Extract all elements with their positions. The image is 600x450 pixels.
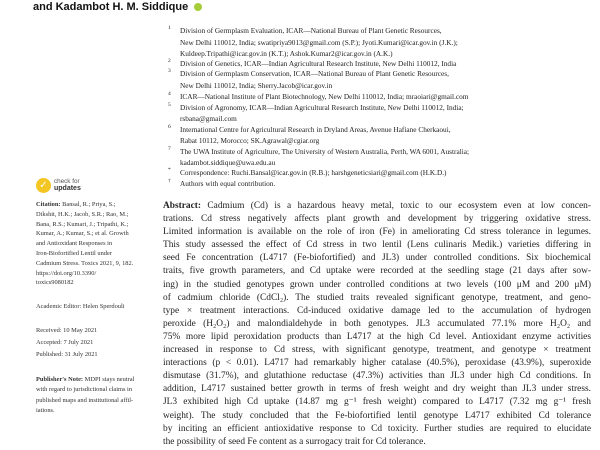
affiliation-text: ICAR—National Institute of Plant Biotechnology, New Delhi 110012, India; mraoiari@gmail.com bbox=[180, 92, 469, 101]
abstract-line: dismutase (31.7%), and glutathione reductase (47.3%) activities than JL3 under high Cd conditions. In bbox=[163, 371, 591, 382]
citation-text: Dikshit, H.K.; Jacob, S.R.; Rao, M.; bbox=[36, 210, 129, 218]
abstract-line: Limited information is available on the role of iron (Fe) in ameliorating Cd stress tolerance in legumes. bbox=[163, 227, 591, 238]
affiliation-text: Kuldeep.Tripathi@icar.gov.in (K.T.); Ashok.Kumar2@icar.gov.in (A.K.) bbox=[180, 49, 393, 58]
affiliation-text: Correspondence: Ruchi.Bansal@icar.gov.in (R.B.); harshgeneticsiari@gmail.com (H.K.D.) bbox=[180, 168, 447, 177]
affiliation-text: Division of Germplasm Evaluation, ICAR—National Bureau of Plant Genetic Resources, bbox=[180, 26, 442, 35]
publisher-note bbox=[36, 375, 154, 417]
affiliation-text: Authors with equal contribution. bbox=[180, 179, 276, 188]
abstract-line: trations. Cd stress negatively affects plant growth and development by triggering oxidative stress. bbox=[163, 214, 591, 225]
abstract-line: seed Fe concentration (L4717 (Fe-biofortified) and JL3) under controlled conditions. Six biochemical bbox=[163, 253, 591, 264]
affiliation-text: Division of Germplasm Conservation, ICAR—National Bureau of Plant Genetic Resources, bbox=[180, 69, 449, 78]
affiliation-number: * bbox=[168, 167, 171, 173]
abstract-line: ing) in the studied genotypes grown under controlled conditions at two levels (100 μM and 200 μM) bbox=[163, 279, 591, 290]
affiliation-text: kadambot.siddique@uwa.edu.au bbox=[180, 158, 276, 167]
abstract-line: addition, L4717 sustained better growth in terms of fresh weight and dry weight than JL3 under stress. bbox=[163, 384, 591, 395]
abstract-line: by inciting an efficient antioxidative response to Cd toxicity. Further studies are required to elucidate bbox=[163, 423, 591, 434]
note-text: with regard to jurisdictional claims in bbox=[36, 386, 133, 394]
note-line bbox=[36, 396, 154, 407]
affiliation-number: 7 bbox=[168, 146, 171, 152]
citation-text: Bana, R.S.; Kumari, J.; Tripathi, K.; bbox=[36, 220, 129, 228]
affiliation-text: rsbana@gmail.com bbox=[180, 114, 237, 123]
citation-line bbox=[36, 239, 154, 249]
affiliation-number: 2 bbox=[168, 58, 171, 64]
citation-text: https://doi.org/10.3390/ bbox=[36, 269, 97, 277]
check-bottom: updates bbox=[54, 184, 81, 192]
sidebar bbox=[36, 178, 154, 417]
citation-line[interactable] bbox=[36, 269, 154, 279]
affiliation-text: International Centre for Agricultural Research in Dryland Areas, Avenue Hafiane Cherkaoui, bbox=[180, 125, 451, 134]
accepted-date: Accepted: 7 July 2021 bbox=[36, 338, 94, 346]
note-label: Publisher's Note: bbox=[36, 375, 84, 383]
author-list bbox=[33, 1, 202, 14]
citation-line[interactable] bbox=[36, 278, 154, 288]
checkmark-icon: ✓ bbox=[36, 178, 51, 193]
abstract-line: peroxide (H₂O₂) and malondialdehyde in both genotypes. JL3 accumulated 77.1% more H₂O₂ and bbox=[163, 318, 591, 329]
citation-label: Citation: bbox=[36, 201, 61, 208]
abstract-line: type × treatment interactions. Cd-induced oxidative damage led to the accumulation of hydrogen bbox=[163, 305, 591, 316]
abstract-line: weight). The study concluded that the Fe-biofortified lentil genotype L4717 exhibited Cd tolerance bbox=[163, 410, 591, 421]
affiliation-number: 3 bbox=[168, 68, 171, 74]
abstract-line: interactions (p < 0.01). L4717 had remarkably higher catalase (40.5%), peroxidase (43.9%), superoxide bbox=[163, 358, 591, 369]
citation bbox=[36, 200, 154, 288]
authors-text: and Kadambot H. M. Siddique bbox=[33, 1, 189, 13]
abstract-line: Cadmium (Cd) is a hazardous heavy metal, toxic to our ecosystem even at low concen- bbox=[201, 201, 591, 211]
note-text: MDPI stays neutral bbox=[83, 375, 135, 383]
check-for-updates-badge[interactable] bbox=[36, 178, 154, 193]
citation-line bbox=[36, 249, 154, 259]
abstract-line: JL3 exhibited high Cd uptake (14.87 mg g⁻¹ fresh weight) compared to L4717 (7.32 mg g⁻¹ fresh bbox=[163, 397, 591, 408]
affiliation-text: New Delhi 110012, India; swatipriya9013@gmail.com (S.P.); Jyoti.Kumari@icar.gov.in (J.K.); bbox=[180, 38, 458, 47]
note-line bbox=[36, 375, 154, 386]
affiliation-number: 6 bbox=[168, 124, 171, 130]
affiliation-text: Division of Genetics, ICAR—Indian Agricultural Research Institute, New Delhi 110012, India bbox=[180, 59, 457, 68]
abstract-line: 75% more lipid peroxidation products than L4717 at the high Cd level. Antioxidant enzyme activities bbox=[163, 331, 591, 342]
citation-text: toxics9080182 bbox=[36, 279, 74, 287]
affiliation-text: Division of Agronomy, ICAR—Indian Agricultural Research Institute, New Delhi 110012, India; bbox=[180, 103, 464, 112]
abstract-label: Abstract: bbox=[163, 201, 202, 211]
received-date: Received: 10 May 2021 bbox=[36, 326, 98, 334]
citation-text: Bansal, R.; Priya, S.; bbox=[60, 201, 116, 208]
published-date: Published: 31 July 2021 bbox=[36, 350, 98, 358]
affiliation-number: 5 bbox=[168, 102, 171, 108]
citation-line bbox=[36, 229, 154, 239]
affiliation-number: † bbox=[168, 178, 171, 184]
affiliation-text: New Delhi 110012, India; Sherry.Jacob@icar.gov.in bbox=[180, 81, 333, 90]
check-top: check for bbox=[54, 178, 80, 185]
affiliation-text: The UWA Institute of Agriculture, The University of Western Australia, Perth, WA 6001, Australia; bbox=[180, 147, 470, 156]
citation-line bbox=[36, 220, 154, 230]
note-line bbox=[36, 385, 154, 396]
citation-text: and Antioxidant Responses in bbox=[36, 240, 113, 248]
abstract-line: traits, five growth parameters, and Cd uptake were recorded at the seedling stage (21 days after sow- bbox=[163, 266, 591, 277]
orcid-icon[interactable] bbox=[194, 3, 202, 11]
abstract-line: of cadmium chloride (CdCl₂). The studied traits revealed significant genotype, treatment, and geno- bbox=[163, 292, 591, 303]
academic-editor: Academic Editor: Helen Sperdouli bbox=[36, 303, 125, 311]
abstract-line: the possibility of seed Fe content as a surrogacy trait for Cd tolerance. bbox=[163, 436, 426, 447]
citation-text: Iron-Biofortified Lentil under bbox=[36, 249, 112, 257]
note-text: published maps and institutional affil- bbox=[36, 396, 134, 404]
affiliation-text: Rabat 10112, Morocco; SK.Agrawal@cgiar.org bbox=[180, 136, 320, 145]
abstract-line: This study assessed the effect of Cd stress in two lentil (Lens culinaris Medik.) varieties differing in bbox=[163, 240, 591, 251]
abstract bbox=[163, 200, 591, 449]
note-text: iations. bbox=[36, 407, 55, 415]
abstract-line: increased in response to Cd stress, with significant genotype, treatment, and genotype × treatment bbox=[163, 345, 591, 356]
citation-line bbox=[36, 259, 154, 269]
citation-text: Cadmium Stress. Toxics 2021, 9, 182. bbox=[36, 259, 134, 267]
affiliation-number: 4 bbox=[168, 91, 171, 97]
citation-text: Kumar, A.; Kumar, S.; et al. Growth bbox=[36, 230, 129, 238]
citation-line bbox=[36, 210, 154, 220]
affiliation-number: 1 bbox=[168, 25, 171, 31]
note-line bbox=[36, 406, 154, 417]
citation-line bbox=[36, 200, 154, 210]
